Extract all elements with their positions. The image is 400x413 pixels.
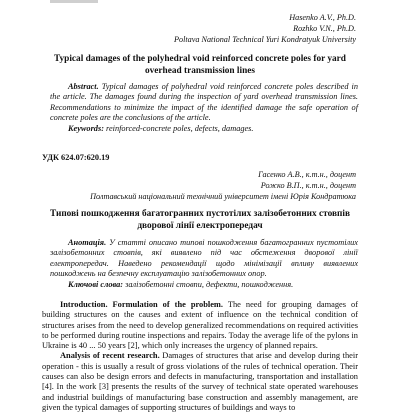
analysis-text: Damages of structures that arise and develop during their operation - this is usually a result of gross violations of the rules of technical operation. Their causes can also be design errors and defects in manufacturing, transportation and installation [4]. In the work [3] presents the results of the survey of technical state operated warehouses and industrial buildings of manufacturing base construction and assembly management, are given the typical damages of supporting structures of buildings and ways to — [42, 351, 359, 412]
intro-text: The need for grouping damages of building structures on the causes and extent of influence on the technical condition of structures arises from the need to develop generalized recommendations on required activities to be performed during routine inspections and repairs. Today the average life of the pylons in Ukraine is 40 ... 50 years [2], which only increases the urgency of planned repairs. — [42, 300, 358, 351]
ukrainian-keywords-label: Ключові слова: — [68, 280, 124, 289]
ukrainian-keywords — [50, 280, 358, 290]
ukrainian-abstract-text: У статті описано типові пошкодження багатогранних пустотілих залізобетонних стовпів, які виявлено під час обстеження дворової лінії електропередач. Наведено рекомендації щодо мінімізації впливу виявлених пошкоджень на безпечну експлуатацію залізобетонних опор. — [50, 238, 358, 278]
ukrainian-authors: Гасенко А.В., к.т.н., доцент — [258, 170, 356, 179]
english-keywords-text: reinforced-concrete poles, defects, damages. — [106, 124, 254, 133]
english-affiliation: Poltava National Technical Yuri Kondratyuk University — [173, 35, 356, 44]
udk-code: УДК 624.07:620.19 — [42, 153, 110, 162]
intro-heading: Introduction. Formulation of the problem. — [60, 300, 224, 309]
english-abstract-text: Typical damages of polyhedral void reinforced concrete poles described in the article. The damages found during the inspection of yard overhead transmission lines. Recommendations to minimize the impact of the identified damage the safe operation of concrete poles are the conclusions of the article. — [50, 82, 358, 122]
english-abstract-label: Abstract. — [68, 82, 99, 91]
english-keywords-label: Keywords: — [68, 124, 104, 133]
body-paragraphs — [42, 300, 358, 413]
analysis-heading: Analysis of recent research. — [60, 351, 160, 361]
english-authors-2: Rozhko V.N., Ph.D. — [293, 24, 356, 33]
ukrainian-affiliation: Полтавський національний технічний університет імені Юрія Кондратюка — [90, 192, 356, 201]
ukrainian-abstract-label: Анотація. — [68, 238, 107, 247]
english-title: Typical damages of the polyhedral void reinforced concrete poles for yard overhead transmission lines — [54, 54, 346, 76]
ukrainian-keywords-text: залізобетонні стовпи, дефекти, пошкодження. — [125, 280, 294, 289]
ukrainian-authors-2: Рожко В.П., к.т.н., доцент — [260, 181, 356, 190]
english-authors: Hasenko A.V., Ph.D. — [289, 13, 356, 22]
ukrainian-title: Типові пошкодження багатогранних пустотілих залізобетонних стовпів дворової лінії електропередач — [50, 209, 350, 231]
ukrainian-abstract — [50, 238, 358, 279]
cropped-header-fragment — [50, 0, 98, 3]
english-abstract — [50, 82, 358, 123]
english-keywords — [50, 124, 358, 134]
